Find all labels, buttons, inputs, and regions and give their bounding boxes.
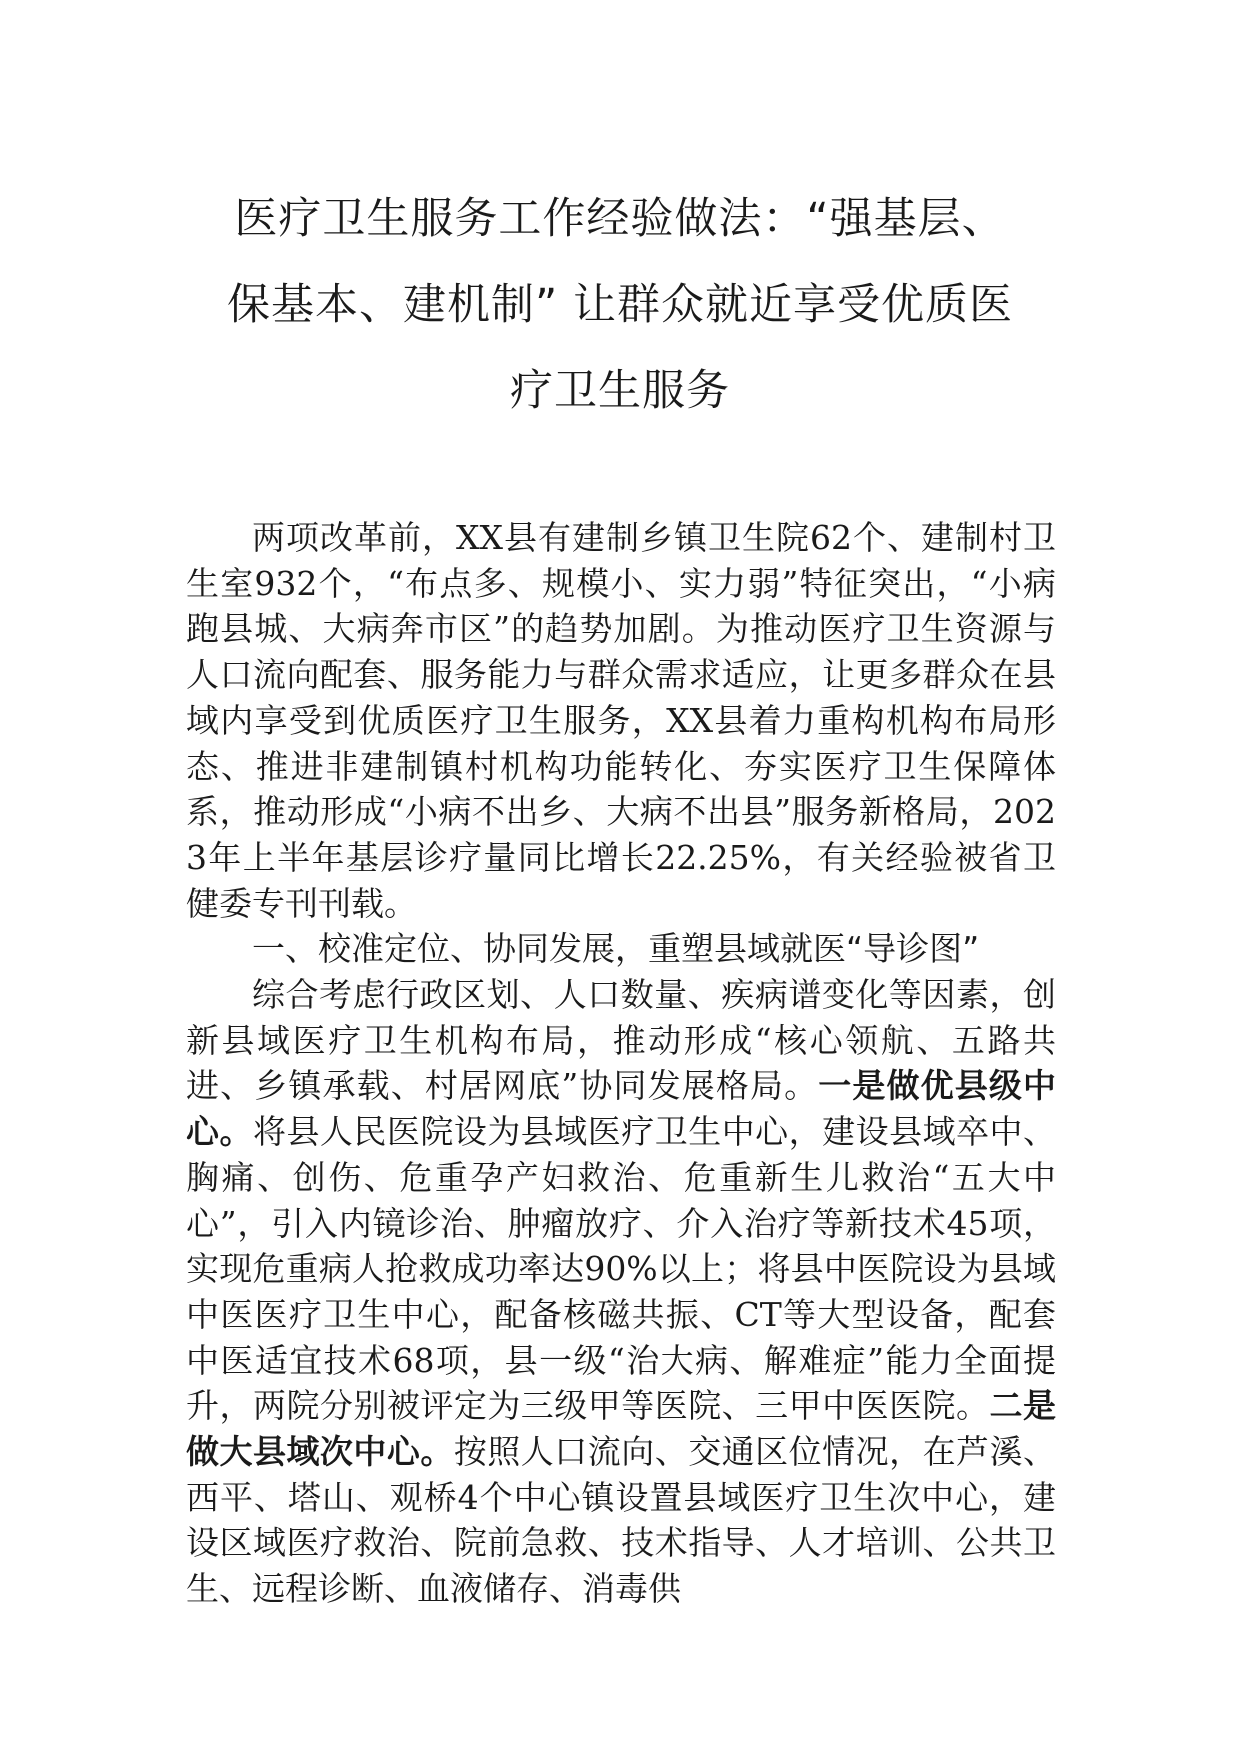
- section-1-text-part-2: 将县人民医院设为县域医疗卫生中心，建设县域卒中、胸痛、创伤、危重孕产妇救治、危重新生儿救治“五大中心”，引入内镜诊治、肿瘤放疗、介入治疗等新技术45项，实现危重病人抢救成功率达90%以上；将县中医院设为县域中医医疗卫生中心，配备核磁共振、CT等大型设备，配套中医适宜技术68项，县一级“治大病、解难症”能力全面提升，两院分别被评定为三级甲等医院、三甲中医医院。: [186, 1112, 1057, 1426]
- section-1-paragraph: [186, 972, 1056, 1612]
- section-1-heading: 一、校准定位、协同发展，重塑县域就医“导诊图”: [252, 929, 980, 969]
- section-1-text-part-1: 综合考虑行政区划、人口数量、疾病谱变化等因素，创新县域医疗卫生机构布局，推动形成“核心领航、五路共进、乡镇承载、村居网底”协同发展格局。: [186, 975, 1056, 1106]
- title-line-2: 保基本、建机制” 让群众就近享受优质医: [227, 280, 1013, 330]
- section-1-text-part-3: 按照人口流向、交通区位情况，在芦溪、西平、塔山、观桥4个中心镇设置县域医疗卫生次中心，建设区域医疗救治、院前急救、技术指导、人才培训、公共卫生、远程诊断、血液储存、消毒供: [186, 1432, 1057, 1609]
- title-line-1: 医疗卫生服务工作经验做法：“强基层、: [234, 194, 1006, 244]
- section-1-bold-point-1: 一是做优县级中心。: [186, 1066, 1056, 1152]
- document-title: [150, 176, 1090, 434]
- document-body: [186, 515, 1056, 1612]
- title-line-3: 疗卫生服务: [510, 366, 730, 416]
- intro-paragraph: 两项改革前，XX县有建制乡镇卫生院62个、建制村卫生室932个，“布点多、规模小、实力弱”特征突出，“小病跑县城、大病奔市区”的趋势加剧。为推动医疗卫生资源与人口流向配套、服务能力与群众需求适应，让更多群众在县域内享受到优质医疗卫生服务，XX县着力重构机构布局形态、推进非建制镇村机构功能转化、夯实医疗卫生保障体系，推动形成“小病不出乡、大病不出县”服务新格局，2023年上半年基层诊疗量同比增长22.25%，有关经验被省卫健委专刊刊载。: [186, 518, 1056, 923]
- section-1-bold-point-2: 二是做大县域次中心。: [186, 1386, 1057, 1472]
